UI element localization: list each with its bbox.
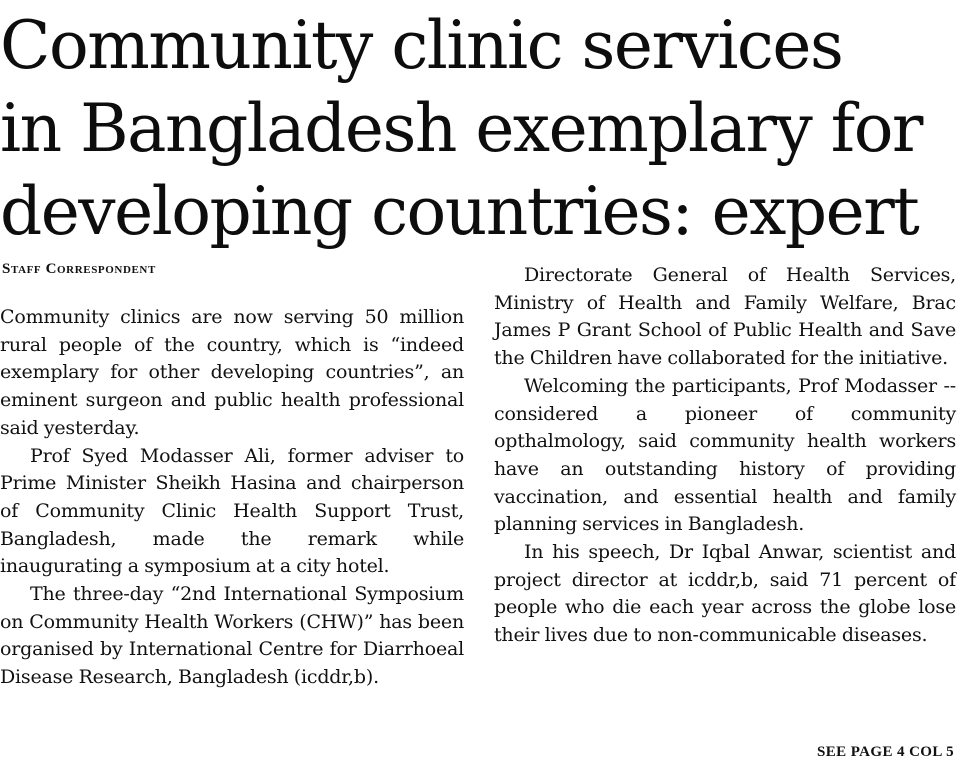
paragraph: Prof Syed Modasser Ali, former adviser to Prime Minister Sheikh Hasina and chairperson of Community Clinic Health Support Trust, Bangladesh, made the remark while inaugurating a symposium at a city hotel. [0,444,464,578]
paragraph: Directorate General of Health Services, Ministry of Health and Family Welfare, Brac James P Grant School of Public Health and Save the Children have collaborated for the initiative. [494,264,956,370]
article-column-left [0,304,464,692]
headline-line: Community clinic services [0,7,843,84]
headline-line: developing countries: expert [0,173,919,250]
byline: Staff Correspondent [2,261,156,277]
article-column-right [494,262,956,650]
paragraph: Community clinics are now serving 50 million rural people of the country, which is “indeed exemplary for other developing countries”, an eminent surgeon and public health professional said yesterday. [0,306,464,439]
continuation-jump-line: SEE PAGE 4 COL 5 [817,744,954,760]
paragraph: Welcoming the participants, Prof Modasser -- considered a pioneer of community opthalmology, said community health workers have an outstanding history of providing vaccination, and essential health and family planning services in Bangladesh. [494,374,956,536]
paragraph: In his speech, Dr Iqbal Anwar, scientist and project director at icddr,b, said 71 percent of people who die each year across the globe lose their lives due to non-communicable diseases. [494,541,956,647]
headline [0,4,957,253]
headline-line: in Bangladesh exemplary for [0,90,922,167]
paragraph: The three-day “2nd International Symposium on Community Health Workers (CHW)” has been organised by International Centre for Diarrhoeal Disease Research, Bangladesh (icddr,b). [0,583,464,689]
